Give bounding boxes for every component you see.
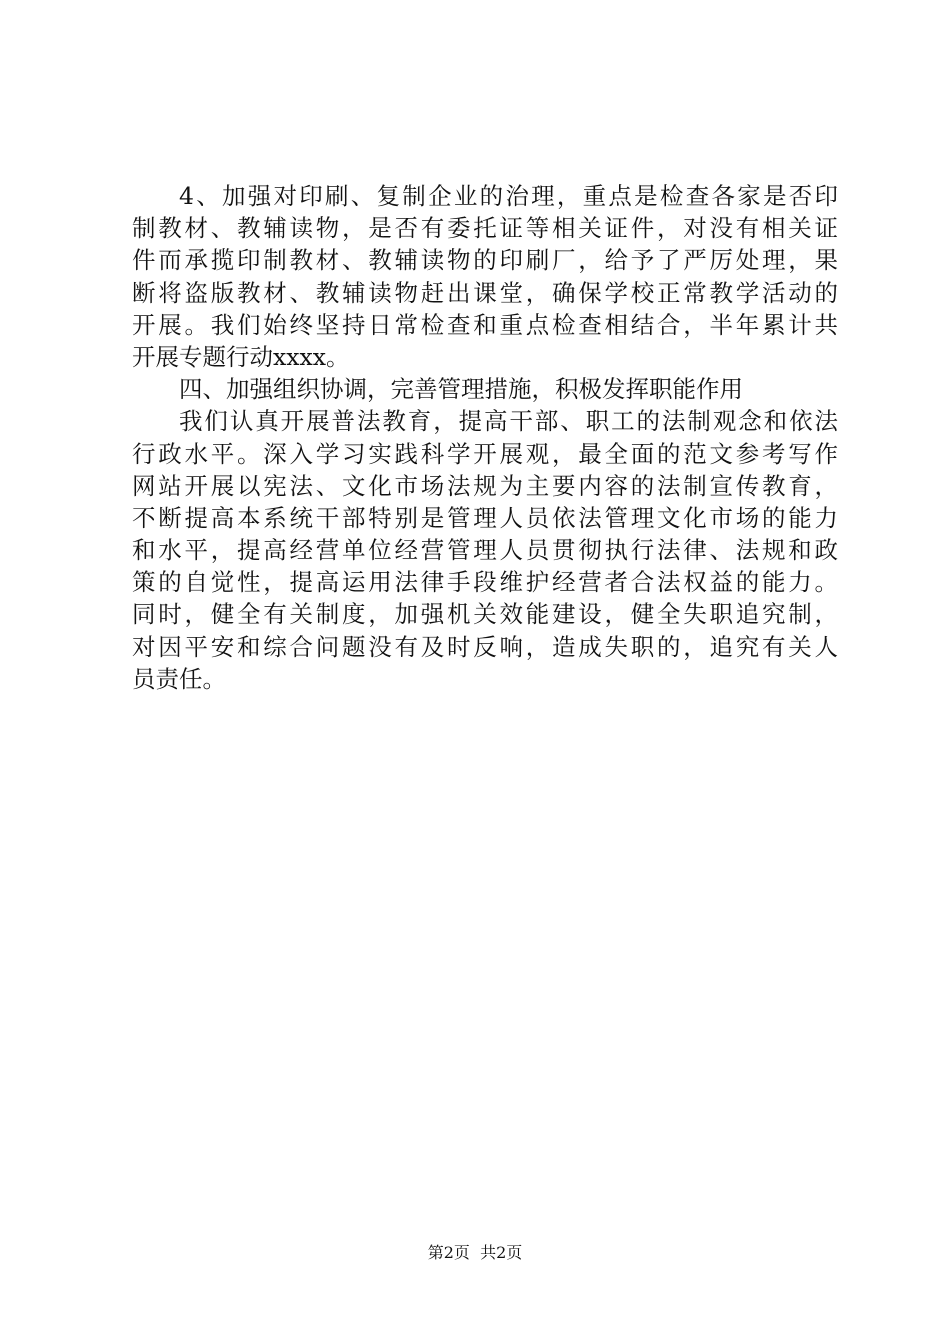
paragraph-4-line-1: 4、加强对印刷、复制企业的治理，重点是检查各家是否印: [179, 182, 838, 210]
paragraph-law-line-4: 不断提高本系统干部特别是管理人员依法管理文化市场的能力: [132, 503, 838, 532]
paragraph-law-line-2: 行政水平。深入学习实践科学开展观，最全面的范文参考写作: [132, 439, 838, 468]
paragraph-law-line-3: 网站开展以宪法、文化市场法规为主要内容的法制宣传教育，: [132, 471, 838, 500]
paragraph-law-line-8: 对因平安和综合问题没有及时反响，造成失职的，追究有关人: [132, 632, 838, 661]
paragraph-law-line-9: 员责任。: [132, 664, 226, 693]
paragraph-4-line-5: 开展。我们始终坚持日常检查和重点检查相结合，半年累计共: [132, 310, 838, 339]
paragraph-4-line-4: 断将盗版教材、教辅读物赶出课堂，确保学校正常教学活动的: [132, 278, 838, 307]
document-body: [132, 180, 838, 695]
section-heading-4: 四、加强组织协调，完善管理措施，积极发挥职能作用: [179, 375, 743, 404]
paragraph-law-line-6: 策的自觉性，提高运用法律手段维护经营者合法权益的能力。: [132, 568, 838, 597]
paragraph-4-line-2: 制教材、教辅读物，是否有委托证等相关证件，对没有相关证: [132, 214, 838, 243]
page-number-footer: 第2页 共2页: [427, 1243, 523, 1262]
paragraph-4-line-6: 开展专题行动xxxx。: [132, 342, 350, 371]
paragraph-law-line-5: 和水平，提高经营单位经营管理人员贯彻执行法律、法规和政: [132, 536, 838, 565]
paragraph-law-line-7: 同时，健全有关制度，加强机关效能建设，健全失职追究制，: [132, 600, 838, 629]
paragraph-4-line-3: 件而承揽印制教材、教辅读物的印刷厂，给予了严厉处理，果: [132, 246, 838, 275]
paragraph-law-line-1: 我们认真开展普法教育，提高干部、职工的法制观念和依法: [179, 407, 838, 436]
